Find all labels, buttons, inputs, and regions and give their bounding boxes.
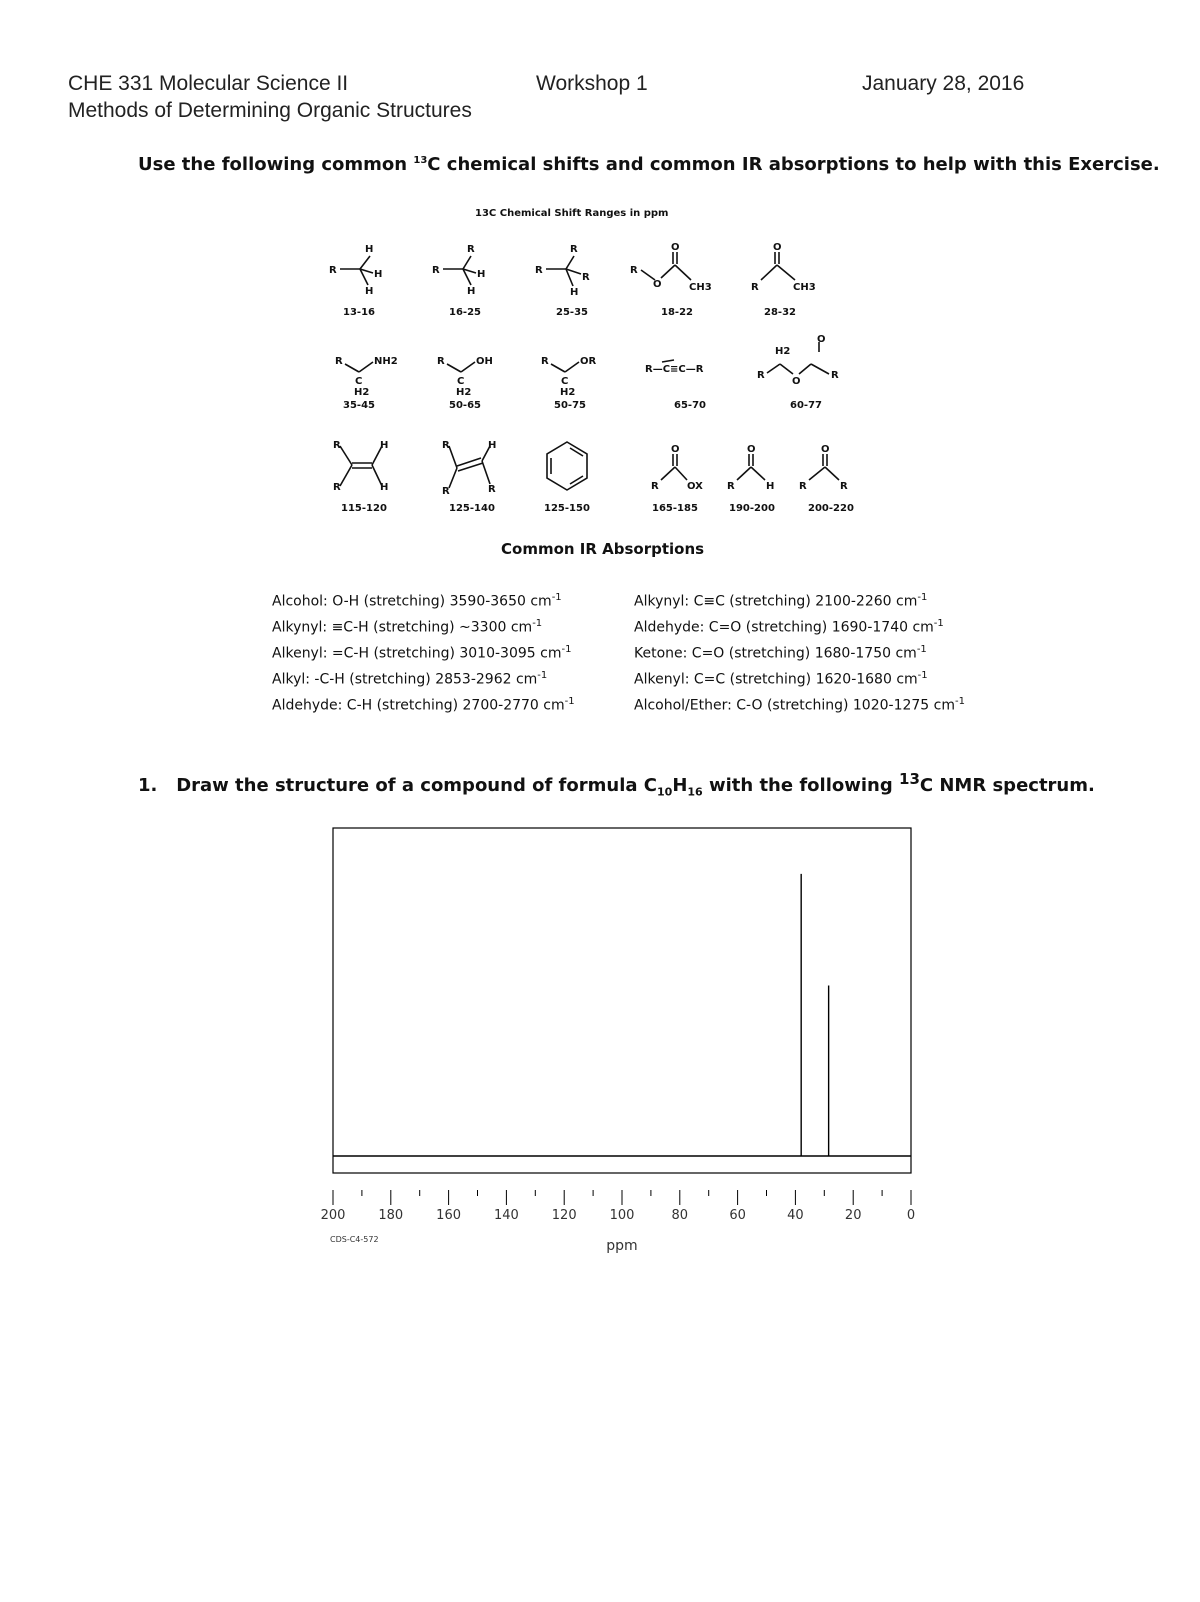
atom-label: H [380,482,389,493]
instruction-post: C chemical shifts and common IR absorptions to help with this Exercise. [427,154,1160,175]
ir-line: Alkyl: -C-H (stretching) 2853-2962 $cm^{-1}$ [272,670,548,688]
shift-range: 28-32 [764,307,796,318]
shift-range: 50-65 [449,400,481,411]
shift-range: 35-45 [343,400,375,411]
atom-label: R [442,486,450,497]
ir-left-column [272,592,575,722]
atom-label: OR [580,356,597,367]
ir-right-column [634,592,965,722]
ir-line: Aldehyde: C=O (stretching) 1690-1740 $cm^{-1}$ [634,618,944,636]
subtitle: Methods of Determining Organic Structures [68,99,472,122]
ir-title: Common IR Absorptions [501,540,705,558]
atom-label: R [541,356,549,367]
date-label: January 28, 2016 [862,72,1025,95]
x-tick-label: 200 [320,1208,346,1223]
atom-label: H [766,481,775,492]
x-tick-label: 40 [787,1208,804,1223]
atom-label: O [671,242,680,253]
spectrum-id: CDS-C4-572 [330,1235,379,1244]
shift-range: 16-25 [449,307,481,318]
atom-label: C [561,376,569,387]
nmr-spectrum-chart [300,820,940,1280]
ir-line: Alkenyl: C=C (stretching) 1620-1680 $cm^{-1}$ [634,670,928,688]
question-number: 1. [138,775,158,796]
instruction-pre: Use the following common [138,154,414,175]
shift-range: 25-35 [556,307,588,318]
instruction-sup: 13 [413,155,428,166]
atom-label: R [437,356,445,367]
atom-label: O [821,444,830,455]
atom-label: R [799,481,807,492]
atom-label: H [467,286,476,297]
shift-range: 13-16 [343,307,375,318]
atom-label: R [333,482,341,493]
atom-label: C [457,376,465,387]
x-tick-label: 20 [844,1208,862,1223]
ir-line: Aldehyde: C-H (stretching) 2700-2770 $cm^{-1}$ [272,696,575,714]
atom-label: R [442,440,450,451]
atom-label: R [535,265,543,276]
question-1: 1. Draw the structure of a compound of formula $C_{10}H_{16}$ with the following $^{13}$C NMR spectrum. [138,770,1095,799]
x-tick-label: 80 [671,1208,689,1223]
atom-label: CH3 [793,282,816,293]
atom-label: R [651,481,659,492]
atom-label: C [355,376,363,387]
ir-line: Alcohol: O-H (stretching) 3590-3650 $cm^{-1}$ [272,592,562,610]
shift-range: 125-150 [544,503,590,514]
atom-label: R [329,265,337,276]
atom-label: H2 [560,387,576,398]
atom-label: R [570,244,578,255]
atom-label: H [488,440,497,451]
atom-label: R [831,370,839,381]
atom-label: O [792,376,801,387]
x-tick-label: 140 [493,1208,519,1223]
x-tick-label: 60 [729,1208,746,1223]
course-title: CHE 331 Molecular Science II [68,72,349,95]
atom-label: R [582,272,590,283]
atom-label: R [630,265,638,276]
shift-structures-figure [325,202,865,522]
ir-line: Alcohol/Ether: C-O (stretching) 1020-1275 $cm^{-1}$ [634,696,965,714]
workshop-label: Workshop 1 [536,72,648,95]
atom-label: R [432,265,440,276]
atom-label: R [488,484,496,495]
atom-label: R [840,481,848,492]
shift-range: 60-77 [790,400,822,411]
atom-label: CH3 [689,282,712,293]
atom-label: H2 [456,387,472,398]
shift-range: 65-70 [674,400,706,411]
x-tick-label: 0 [906,1208,916,1223]
x-tick-label: 160 [436,1208,462,1223]
ir-line: Alkynyl: ≡C-H (stretching) ~3300 $cm^{-1}$ [272,618,543,636]
x-tick-label: 120 [551,1208,577,1223]
chart-frame [333,828,911,1173]
atom-label: H [374,269,383,280]
atom-label: NH2 [374,356,398,367]
atom-label: OH [476,356,493,367]
shift-range: 115-120 [341,503,387,514]
x-tick-label: 180 [378,1208,404,1223]
atom-label: R [333,440,341,451]
atom-label: O [653,279,662,290]
alkyne-label: R—C≡C—R [645,364,704,375]
atom-label: R [751,282,759,293]
atom-label: H [570,287,579,298]
shift-range: 50-75 [554,400,586,411]
atom-label: R [757,370,765,381]
shift-range: 18-22 [661,307,693,318]
atom-label: H [477,269,486,280]
atom-label: O [773,242,782,253]
atom-label: H2 [775,346,791,357]
ir-line: Ketone: C=O (stretching) 1680-1750 $cm^{-1}$ [634,644,927,662]
shift-range: 200-220 [808,503,854,514]
atom-label: O [671,444,680,455]
x-axis-label: ppm [606,1238,638,1254]
instruction [138,154,1160,175]
atom-label: H2 [354,387,370,398]
shift-range: 190-200 [729,503,775,514]
shift-table-title: 13C Chemical Shift Ranges in ppm [475,208,669,219]
atom-label: OX [687,481,703,492]
atom-label: R [727,481,735,492]
atom-label: O [747,444,756,455]
atom-label: H [380,440,389,451]
shift-range: 165-185 [652,503,698,514]
shift-range: 125-140 [449,503,495,514]
atom-label: R [335,356,343,367]
atom-label: R [467,244,475,255]
atom-label: O [817,334,826,345]
x-tick-label: 100 [609,1208,635,1223]
atom-label: H [365,286,374,297]
atom-label: H [365,244,374,255]
ir-line: Alkenyl: =C-H (stretching) 3010-3095 $cm^{-1}$ [272,644,572,662]
ir-line: Alkynyl: C≡C (stretching) 2100-2260 $cm^{-1}$ [634,592,928,610]
